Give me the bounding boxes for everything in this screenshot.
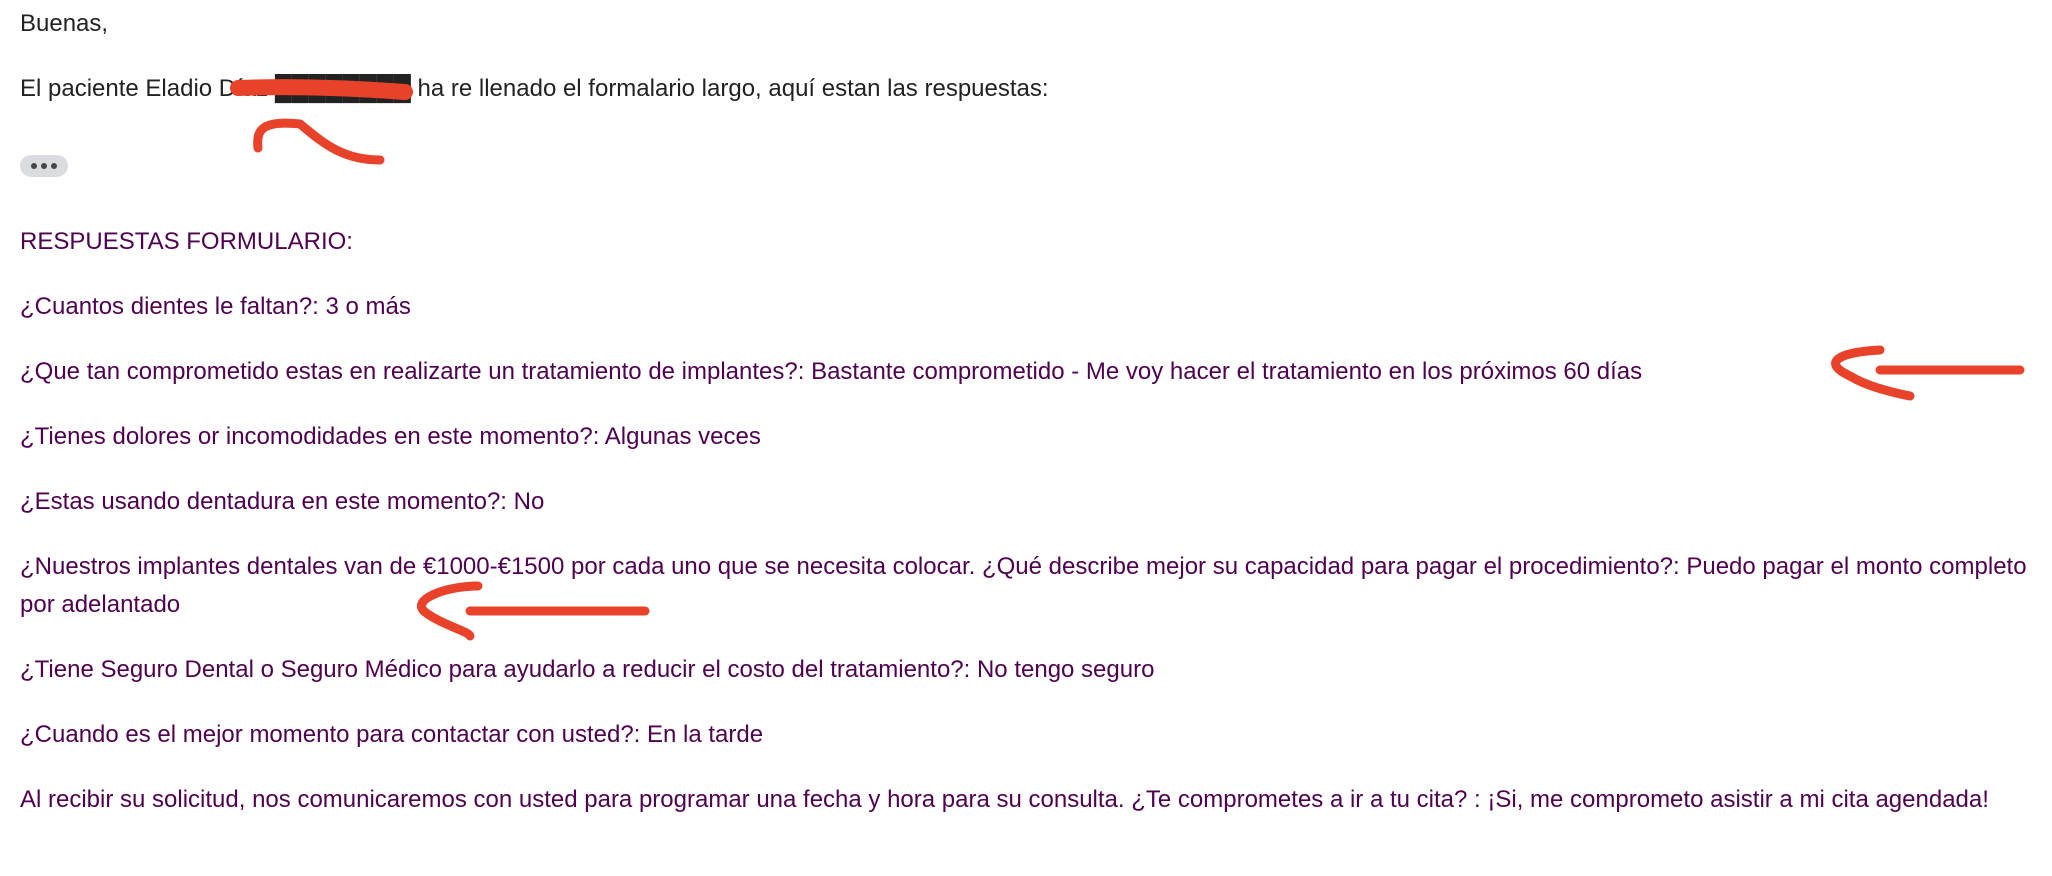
greeting: Buenas, [20, 10, 109, 37]
arrow-annotation [258, 123, 380, 160]
answer-item: ¿Estas usando dentadura en este momento?: No [20, 488, 545, 515]
ellipsis-icon [31, 163, 57, 169]
answer-item: ¿Tiene Seguro Dental o Seguro Médico para ayudarlo a reducir el costo del tratamiento?: No tengo seguro [20, 656, 1155, 683]
arrow-annotation [1836, 350, 2020, 396]
answer-item: ¿Cuando es el mejor momento para contactar con usted?: En la tarde [20, 721, 764, 748]
answer-item: ¿Cuantos dientes le faltan?: 3 o más [20, 293, 411, 320]
answer-item: Al recibir su solicitud, nos comunicaremos con usted para programar una fecha y hora para su consulta. ¿Te comprometes a ir a tu cita? : ¡Si, me comprometo asistir a mi cita agendada! [20, 786, 1989, 813]
answer-item: ¿Que tan comprometido estas en realizarte un tratamiento de implantes?: Bastante comprometido - Me voy hacer el tratamiento en los próximos 60 días [20, 358, 1643, 385]
show-trimmed-content-button[interactable] [20, 155, 68, 177]
answer-item: ¿Tienes dolores or incomodidades en este momento?: Algunas veces [20, 423, 761, 450]
answer-item: ¿Nuestros implantes dentales van de €1000-€1500 por cada uno que se necesita colocar. ¿Qué describe mejor su capacidad para pagar el procedimiento?: Puedo pagar el monto completo por adelantado [20, 553, 2027, 618]
intro-text: El paciente Eladio Díaz ████████ ha re llenado el formalario largo, aquí estan las respuestas: [20, 75, 1049, 102]
section-title: RESPUESTAS FORMULARIO: [20, 228, 353, 255]
